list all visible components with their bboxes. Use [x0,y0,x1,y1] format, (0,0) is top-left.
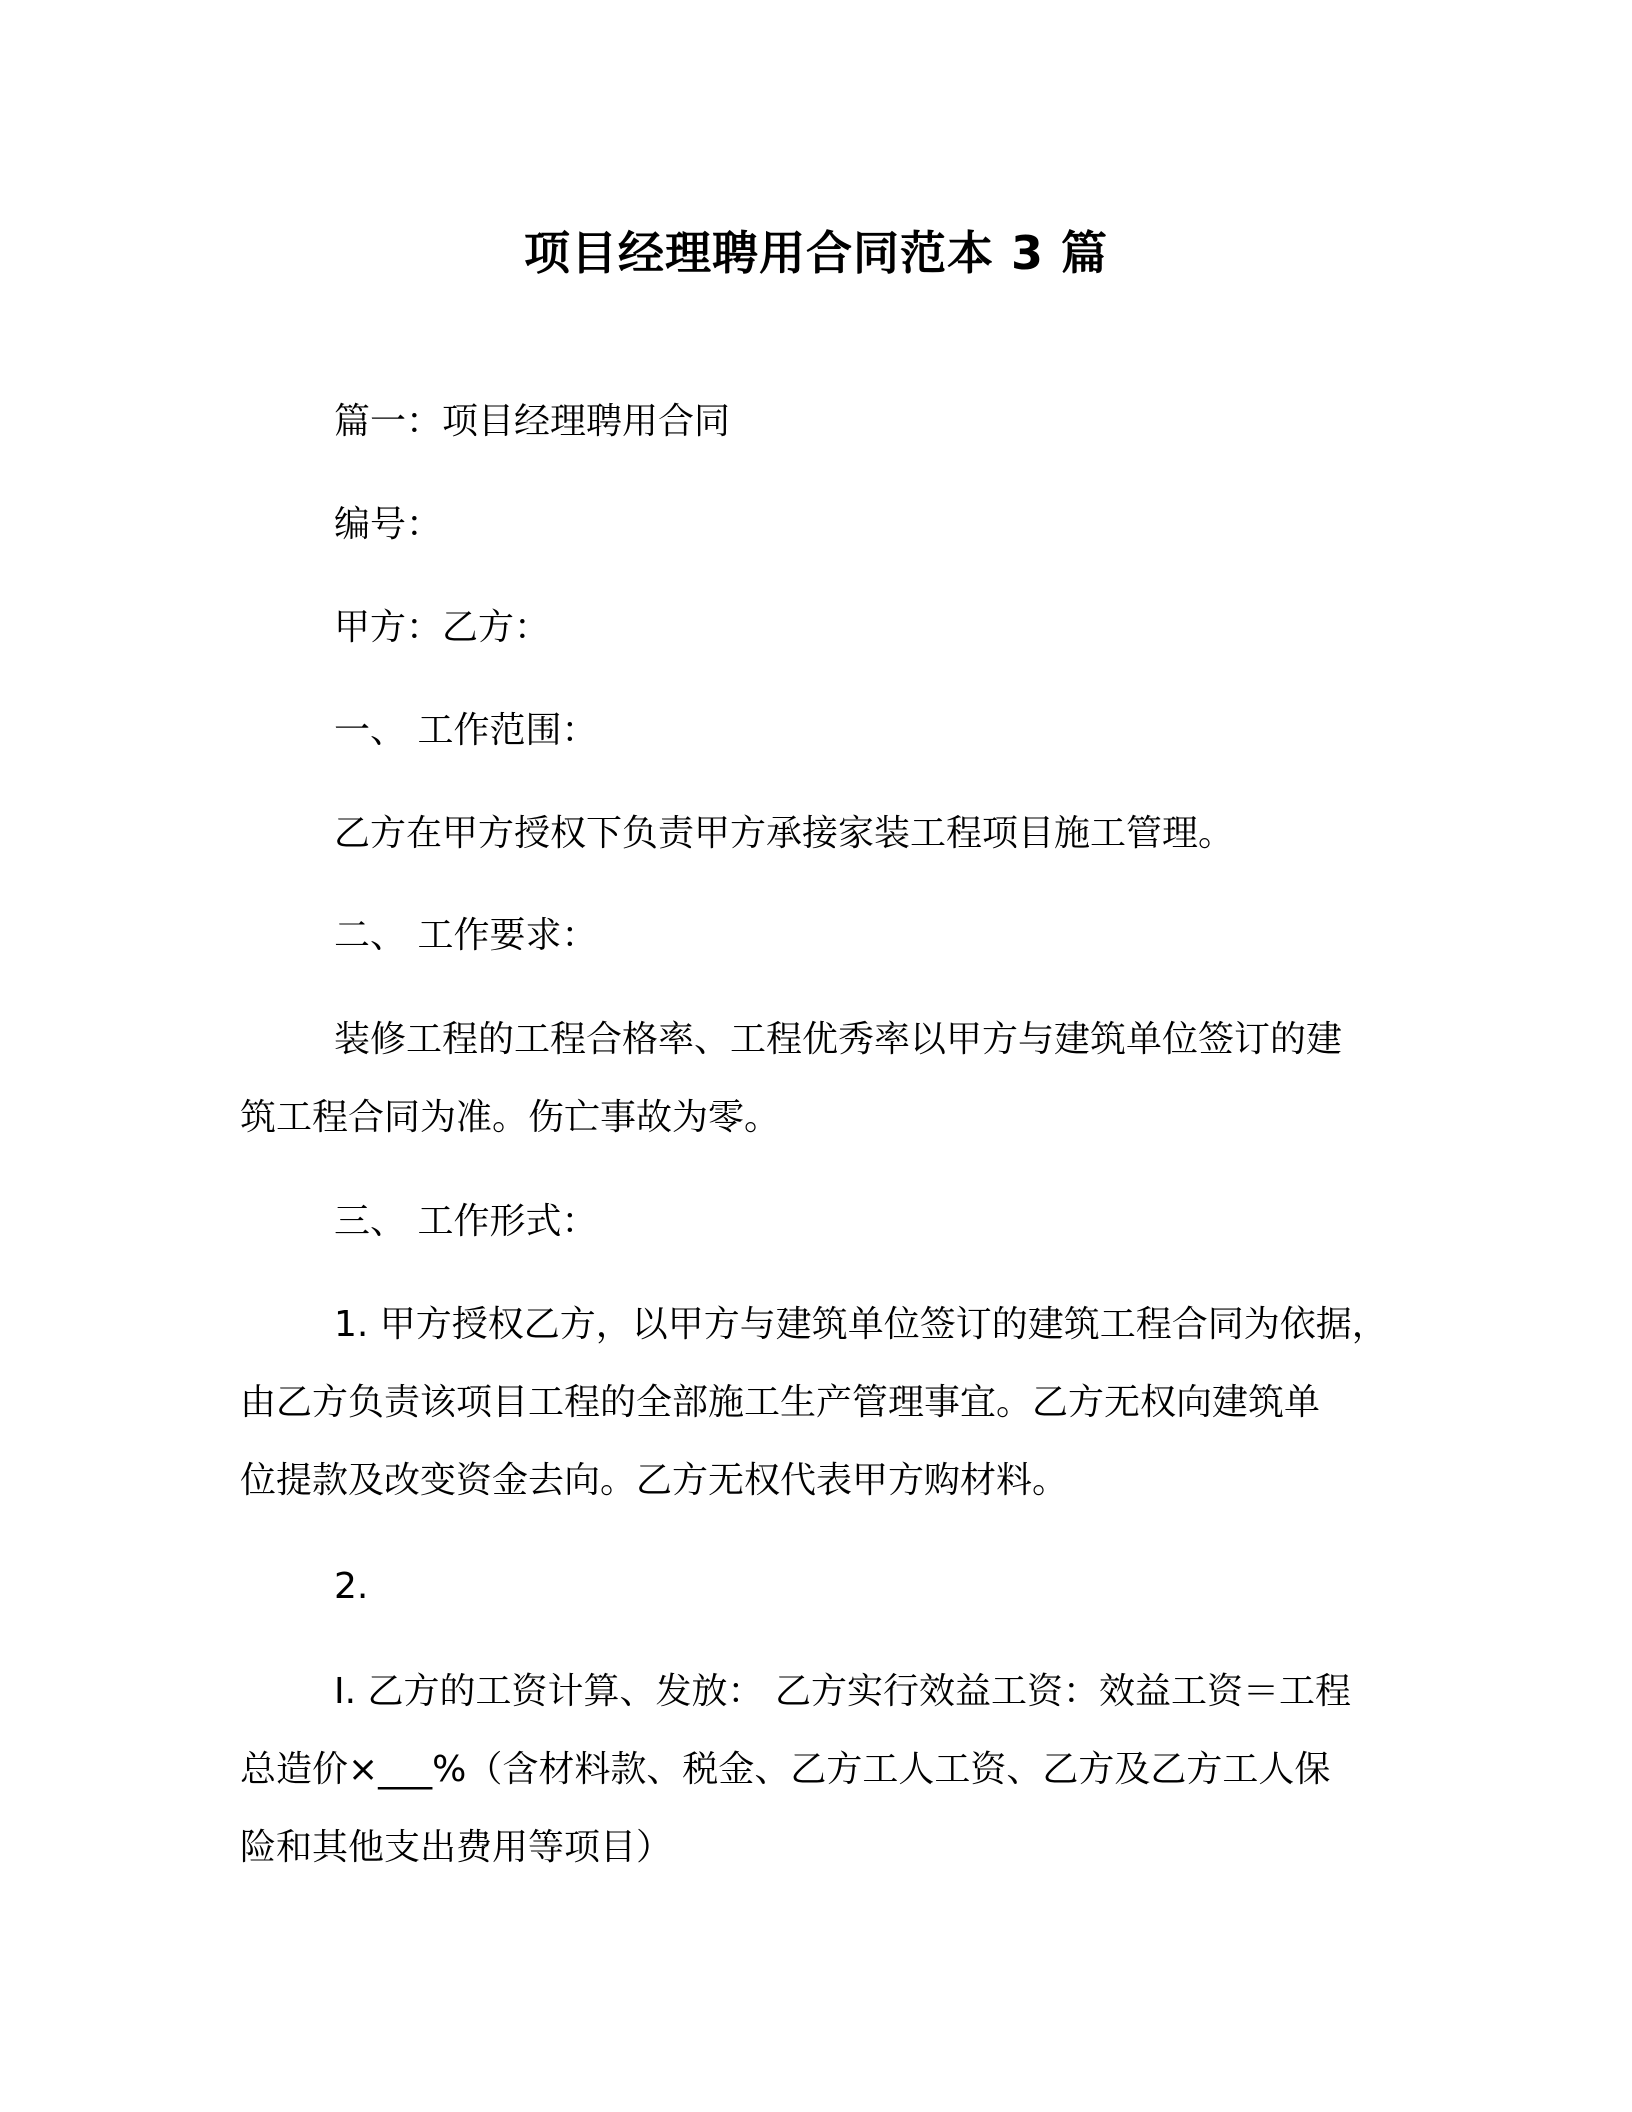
section-heading: 篇一：项目经理聘用合同 [334,401,731,442]
clause2-heading: 二、 工作要求： [334,915,598,956]
document-title: 项目经理聘用合同范本 3 篇 [523,226,1109,280]
clause3-item2: 2. [334,1566,369,1607]
clause3-item1-line3: 位提款及改变资金去向。乙方无权代表甲方购材料。 [240,1460,1069,1501]
clause2-text-line1: 装修工程的工程合格率、工程优秀率以甲方与建筑单位签订的建 [334,1019,1343,1060]
parties-line: 甲方：乙方： [334,607,551,648]
clause3-item1-line2: 由乙方负责该项目工程的全部施工生产管理事宜。乙方无权向建筑单 [240,1382,1321,1423]
clause1-heading: 一、 工作范围： [334,710,598,751]
wage-line1: I. 乙方的工资计算、发放： 乙方实行效益工资：效益工资＝工程 [334,1671,1351,1712]
number-label: 编号： [334,504,443,545]
clause3-item1-line1: 1. 甲方授权乙方，以甲方与建筑单位签订的建筑工程合同为依据， [334,1304,1388,1345]
clause2-text-line2: 筑工程合同为准。伤亡事故为零。 [240,1097,781,1138]
wage-line3: 险和其他支出费用等项目） [240,1827,673,1868]
clause3-heading: 三、 工作形式： [334,1201,598,1242]
wage-line2: 总造价×___%（含材料款、税金、乙方工人工资、乙方及乙方工人保 [240,1749,1331,1790]
clause1-text: 乙方在甲方授权下负责甲方承接家装工程项目施工管理。 [334,813,1235,854]
